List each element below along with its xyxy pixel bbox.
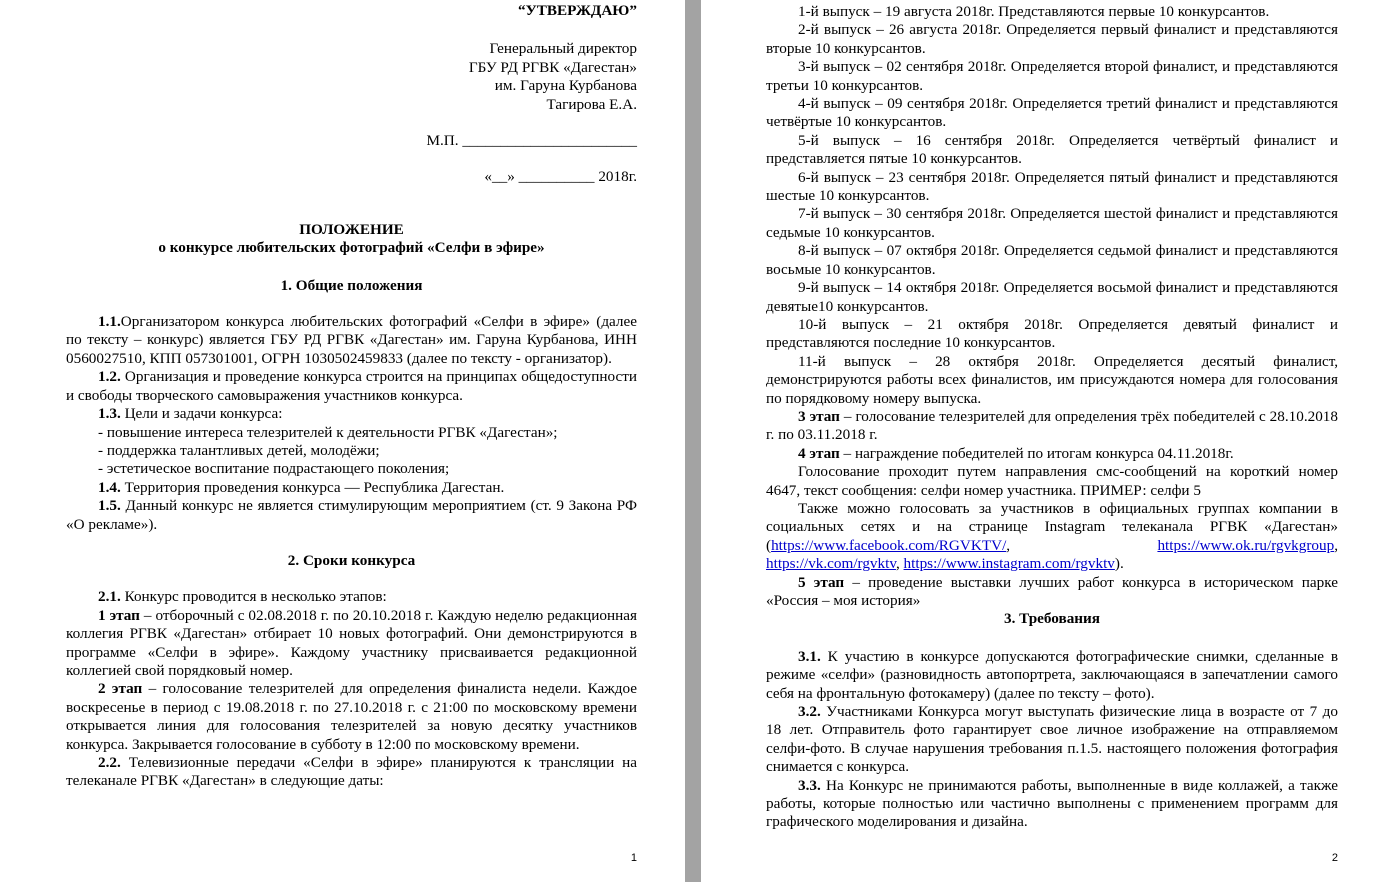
section-2-title: 2. Сроки конкурса [287,551,416,569]
stage-2: 2 этап – голосование телезрителей для определения финалиста недели. Каждое воскресенье в период с 19.08.2018 г. по 27.10.2018 г. с 21:00 по московскому времени открывается линия для голосования телезрителей за новую десятку участников конкурса. Закрывается голосование в субботу в 12:00 по московскому времени. [66,680,637,753]
director-line-2: ГБУ РД РГВК «Дагестан» [468,58,637,76]
stage-1: 1 этап – отборочный с 02.08.2018 г. по 20.10.2018 г. Каждую неделю редакционная коллегия РГВК «Дагестан» отбирает 10 новых фотографий. Они демонстрируются в программе «Селфи в эфире». Каждому участнику присваивается редакционной коллегией свой порядковый номер. [66,606,637,679]
release-item: 4-й выпуск – 09 сентября 2018г. Определяется третий финалист и представляются четвёртые 10 конкурсантов. [766,95,1338,131]
voting-info: Голосование проходит путем направления смс-сообщений на короткий номер 4647, текст сообщения: селфи номер участника. ПРИМЕР: селфи 5 [766,463,1338,499]
director-line-3: им. Гаруна Курбанова [494,77,637,95]
document-title: ПОЛОЖЕНИЕ [299,220,404,238]
vk-link[interactable]: https://vk.com/rgvktv [766,555,896,573]
director-line-1: Генеральный директор [489,40,637,58]
goal-item: - повышение интереса телезрителей к деятельности РГВК «Дагестан»; [98,423,558,441]
release-item: 10-й выпуск – 21 октября 2018г. Определяется девятый финалист и представляются последние 10 конкурсантов. [766,315,1338,352]
section-1-title: 1. Общие положения [280,276,423,294]
clause-1-3: 1.3. Цели и задачи конкурса: [98,405,283,423]
approval-date: «__» __________ 2018г. [484,168,637,186]
stage-4: 4 этап – награждение победителей по итогам конкурса 04.11.2018г. [798,444,1234,462]
release-item: 7-й выпуск – 30 сентября 2018г. Определяется шестой финалист и представляются седьмые 10 конкурсантов. [766,205,1338,241]
instagram-link[interactable]: https://www.instagram.com/rgvktv [903,555,1115,573]
release-item: 8-й выпуск – 07 октября 2018г. Определяется седьмой финалист и представляются восьмые 10 конкурсантов. [766,242,1338,278]
release-item: 5-й выпуск – 16 сентября 2018г. Определяется четвёртый финалист и представляется пятые 10 конкурсантов. [766,131,1338,168]
page-number: 1 [630,852,637,864]
director-line-4: Тагирова Е.А. [546,95,637,113]
social-voting-info: Также можно голосовать за участников в официальных группах компании в социальных сетях и на странице Instagram телеканала РГВК «Дагестан» (https://www.facebook.com/RGVKTV/, https://www.ok.ru/rgvkgroup, https://vk.com/rgvktv, https://www.instagram.com/rgvktv). [766,499,1338,573]
ok-link[interactable]: https://www.ok.ru/rgvkgroup [1157,536,1335,554]
release-item: 3-й выпуск – 02 сентября 2018г. Определяется второй финалист, и представляются третьи 10 конкурсантов. [766,58,1338,94]
page-number: 2 [1331,852,1338,864]
clause-2-2: 2.2. Телевизионные передачи «Селфи в эфире» планируются к трансляции на телеканале РГВК «Дагестан» в следующие даты: [66,754,637,790]
document-page-1 [0,0,685,882]
seal-line: М.П. _______________________ [426,132,637,150]
approval-stamp: “УТВЕРЖДАЮ” [517,2,637,19]
release-item: 9-й выпуск – 14 октября 2018г. Определяется восьмой финалист и представляются девятые10 конкурсантов. [766,279,1338,315]
document-subtitle: о конкурсе любительских фотографий «Селфи в эфире» [158,239,545,257]
release-item: 1-й выпуск – 19 августа 2018г. Представляются первые 10 конкурсантов. [798,3,1270,20]
document-page-2 [701,0,1393,882]
clause-1-2: 1.2. Организация и проведение конкурса строится на принципах общедоступности и свободы творческого самовыражения участников конкурса. [66,368,637,404]
page-gap [685,0,701,882]
release-item: 11-й выпуск – 28 октября 2018г. Определяется десятый финалист, демонстрируются работы всех финалистов, им присуждаются номера для голосования по порядковому номеру выпуска. [766,352,1338,407]
clause-3-3: 3.3. На Конкурс не принимаются работы, выполненные в виде коллажей, а также работы, которые полностью или частично выполнены с применением программ для графического моделирования и дизайна. [766,776,1338,831]
clause-1-5: 1.5. Данный конкурс не является стимулирующим мероприятием (ст. 9 Закона РФ «О рекламе»). [66,497,637,533]
clause-1-4: 1.4. Территория проведения конкурса — Республика Дагестан. [98,478,505,496]
section-3-title: 3. Требования [1003,610,1101,628]
stage-5: 5 этап – проведение выставки лучших работ конкурса в историческом парке «Россия – моя история» [766,573,1338,609]
clause-1-1: 1.1.Организатором конкурса любительских фотографий «Селфи в эфире» (далее по тексту – конкурс) является ГБУ РД РГВК «Дагестан» им. Гаруна Курбанова, ИНН 0560027510, КПП 057301001, ОГРН 1030502459833 (далее по тексту - организатор). [66,313,637,367]
stage-3: 3 этап – голосование телезрителей для определения трёх победителей с 28.10.2018 г. по 03.11.2018 г. [766,407,1338,444]
goal-item: - эстетическое воспитание подрастающего поколения; [98,460,450,478]
clause-3-1: 3.1. К участию в конкурсе допускаются фотографические снимки, сделанные в режиме «селфи» (разновидность автопортрета, заключающаяся в запечатлении самого себя на фронтальную фотокамеру) (далее по тексту – фото). [766,647,1338,702]
release-item: 2-й выпуск – 26 августа 2018г. Определяется первый финалист и представляются вторые 10 конкурсантов. [766,21,1338,57]
goal-item: - поддержка талантливых детей, молодёжи; [98,441,380,459]
release-item: 6-й выпуск – 23 сентября 2018г. Определяется пятый финалист и представляются шестые 10 конкурсантов. [766,168,1338,205]
clause-2-1: 2.1. Конкурс проводится в несколько этапов: [98,588,387,606]
facebook-link[interactable]: https://www.facebook.com/RGVKTV/ [771,536,1007,554]
clause-3-2: 3.2. Участниками Конкурса могут выступать физические лица в возрасте от 7 до 18 лет. Отправитель фото гарантирует свое личное изображение на отправляемом селфи-фото. В случае нарушения требования п.1.5. настоящего положения фотография снимается с конкурса. [766,703,1338,776]
